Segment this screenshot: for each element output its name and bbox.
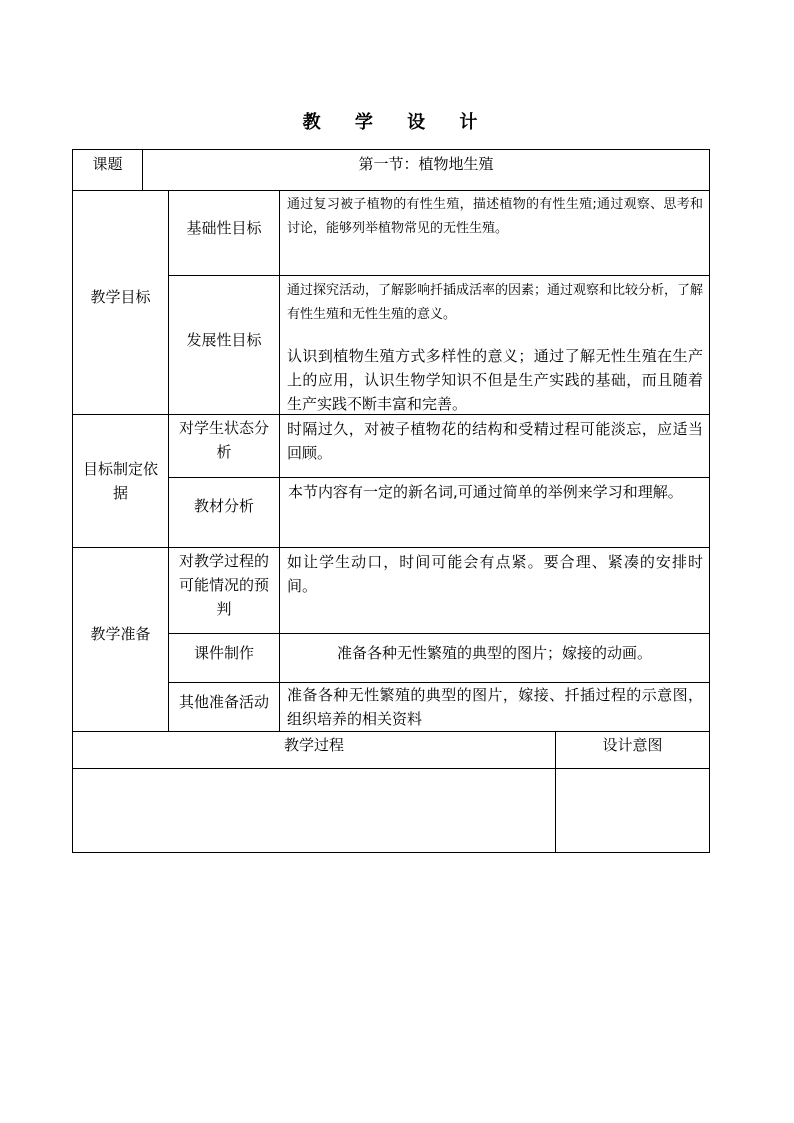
forecast-label-text: 对教学过程的可能情况的预判 — [178, 552, 269, 618]
courseware-text: 准备各种无性繁殖的典型的图片；嫁接的动画。 — [336, 644, 652, 662]
process-body — [73, 769, 555, 852]
basic-goal-text: 通过复习被子植物的有性生殖，描述植物的有性生殖;通过观察、思考和讨论，能够列举植物常见的无性生殖。 — [287, 197, 703, 236]
table-border-right — [709, 149, 710, 853]
table-border-bottom — [72, 852, 710, 853]
forecast-label — [169, 548, 279, 622]
objectives-label: 教学目标 — [90, 288, 151, 306]
student-analysis-text: 时隔过久，对被子植物花的结构和受精过程可能淡忘，应适当回顾。 — [287, 420, 703, 462]
material-analysis-label: 教材分析 — [193, 497, 254, 515]
other-prep-label: 其他准备活动 — [178, 693, 269, 711]
intent-body — [556, 769, 709, 852]
topic-label: 课题 — [92, 155, 123, 173]
basic-goal-label: 基础性目标 — [186, 219, 262, 237]
prep-label: 教学准备 — [90, 625, 151, 643]
forecast-text: 如让学生动口，时间可能会有点紧。要合理、紧凑的安排时间。 — [287, 553, 703, 595]
dev-goal-text-1: 通过探究活动，了解影响扦插成活率的因素；通过观察和比较分析，了解有性生殖和无性生殖的意义。 — [287, 283, 704, 322]
dev-goal-label: 发展性目标 — [186, 331, 262, 349]
intent-label: 设计意图 — [602, 736, 663, 754]
topic-value: 第一节：植物地生殖 — [358, 155, 494, 173]
dev-goal-text-2: 认识到植物生殖方式多样性的意义；通过了解无性生殖在生产上的应用，认识生物学知识不但是生产实践的基础，而且随着生产实践不断丰富和完善。 — [287, 347, 703, 413]
student-analysis-label-text: 对学生状态分析 — [178, 419, 269, 461]
basis-label-text: 目标制定依据 — [82, 460, 158, 502]
other-prep-text: 准备各种无性繁殖的典型的图片，嫁接、扦插过程的示意图，组织培养的相关资料 — [287, 686, 703, 728]
courseware-label: 课件制作 — [193, 644, 254, 662]
material-analysis-text: 本节内容有一定的新名词,可通过简单的举例来学习和理解。 — [288, 483, 683, 501]
process-label: 教学过程 — [283, 736, 344, 754]
basis-label — [73, 415, 168, 547]
page-title: 教 学 设 计 — [302, 112, 492, 133]
student-analysis-label — [169, 415, 279, 465]
